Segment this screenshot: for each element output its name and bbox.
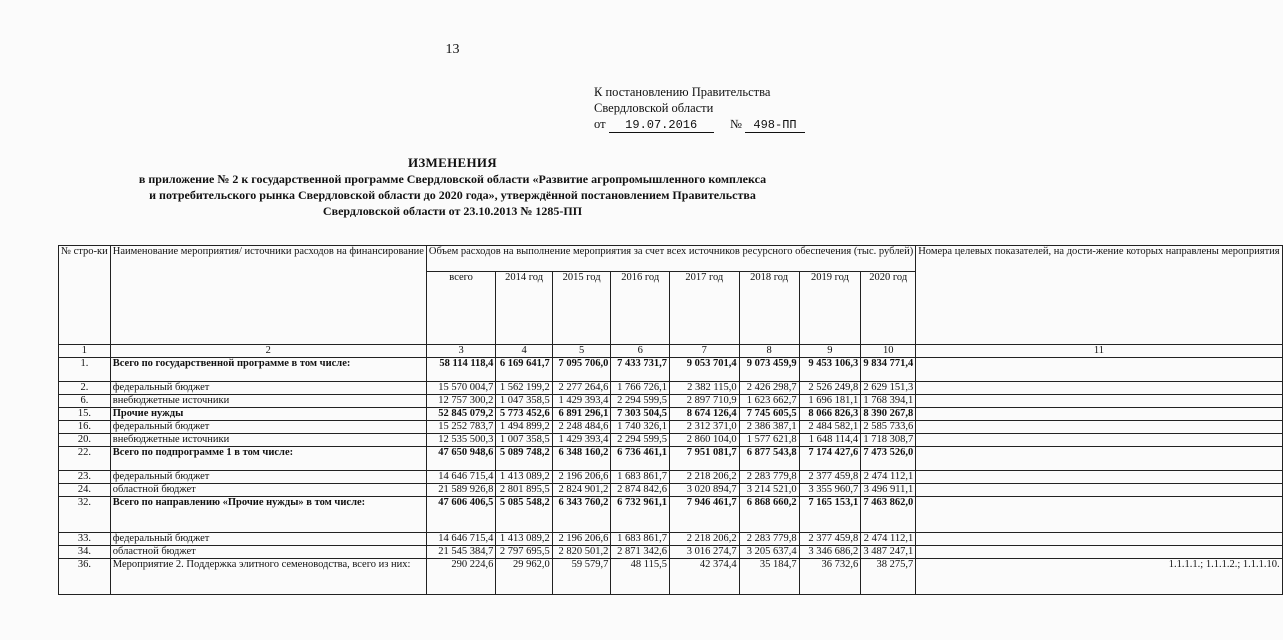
row-value: 14 646 715,4 [426,471,496,484]
row-name: Прочие нужды [110,408,426,421]
header-year: 2019 год [799,272,861,345]
column-number-row [59,345,1283,358]
row-value: 42 374,4 [670,559,740,595]
title-line-2: и потребительского рынка Свердловской области до 2020 года», утверждённой постановлением Правительства [149,188,756,202]
row-value: 2 426 298,7 [739,382,799,395]
row-target [916,546,1282,559]
row-target [916,484,1282,497]
column-number: 3 [426,345,496,358]
table-row [59,358,1283,382]
row-value: 7 745 605,5 [739,408,799,421]
row-value: 2 897 710,9 [670,395,740,408]
row-number: 34. [59,546,111,559]
row-value: 5 085 548,2 [496,497,552,533]
row-value: 5 773 452,6 [496,408,552,421]
row-target [916,447,1282,471]
row-name: федеральный бюджет [110,421,426,434]
row-value: 1 766 726,1 [611,382,670,395]
row-number: 6. [59,395,111,408]
row-value: 5 089 748,2 [496,447,552,471]
row-name: областной бюджет [110,546,426,559]
row-target: 1.1.1.1.; 1.1.1.2.; 1.1.1.10. [916,559,1282,595]
approval-number: 498-ПП [745,119,805,133]
row-value: 1 683 861,7 [611,471,670,484]
row-value: 6 169 641,7 [496,358,552,382]
row-value: 1 683 861,7 [611,533,670,546]
row-value: 7 951 081,7 [670,447,740,471]
document-title [0,155,905,219]
column-number: 6 [611,345,670,358]
row-value: 12 535 500,3 [426,434,496,447]
row-value: 9 073 459,9 [739,358,799,382]
header-name: Наименование мероприятия/ источники расходов на финансирование [110,246,426,345]
row-target [916,533,1282,546]
approval-line-2: Свердловской области [594,101,714,115]
row-value: 2 294 599,5 [611,395,670,408]
table-row [59,484,1283,497]
row-value: 8 674 126,4 [670,408,740,421]
row-number: 22. [59,447,111,471]
row-value: 9 053 701,4 [670,358,740,382]
row-name: федеральный бюджет [110,471,426,484]
row-number: 20. [59,434,111,447]
row-value: 2 474 112,1 [861,471,916,484]
table-body [59,246,1283,595]
row-name: внебюджетные источники [110,434,426,447]
header-year: 2017 год [670,272,740,345]
row-name: областной бюджет [110,484,426,497]
row-value: 48 115,5 [611,559,670,595]
row-number: 1. [59,358,111,382]
from-label: от [594,117,606,131]
header-row-number: № стро-ки [59,246,111,345]
row-number: 23. [59,471,111,484]
row-value: 1 648 114,4 [799,434,861,447]
row-value: 3 016 274,7 [670,546,740,559]
row-value: 1 718 308,7 [861,434,916,447]
row-name: Мероприятие 2. Поддержка элитного семеноводства, всего из них: [110,559,426,595]
row-value: 9 453 106,3 [799,358,861,382]
row-value: 7 463 862,0 [861,497,916,533]
header-year: 2014 год [496,272,552,345]
row-value: 2 797 695,5 [496,546,552,559]
row-number: 33. [59,533,111,546]
row-value: 7 473 526,0 [861,447,916,471]
row-name: Всего по подпрограмме 1 в том числе: [110,447,426,471]
header-targets: Номера целевых показателей, на дости-жение которых направлены мероприятия [916,246,1282,345]
row-value: 15 252 783,7 [426,421,496,434]
row-value: 8 066 826,3 [799,408,861,421]
title-heading: ИЗМЕНЕНИЯ [407,155,497,170]
table-row [59,471,1283,484]
row-value: 35 184,7 [739,559,799,595]
row-value: 15 570 004,7 [426,382,496,395]
row-value: 2 283 779,8 [739,471,799,484]
row-target [916,421,1282,434]
row-number: 32. [59,497,111,533]
row-value: 1 429 393,4 [552,395,611,408]
row-value: 1 413 089,2 [496,533,552,546]
row-value: 3 020 894,7 [670,484,740,497]
row-value: 290 224,6 [426,559,496,595]
row-value: 7 433 731,7 [611,358,670,382]
row-value: 2 377 459,8 [799,471,861,484]
row-value: 2 283 779,8 [739,533,799,546]
column-number: 5 [552,345,611,358]
row-value: 2 871 342,6 [611,546,670,559]
row-value: 2 382 115,0 [670,382,740,395]
row-value: 47 650 948,6 [426,447,496,471]
row-value: 7 946 461,7 [670,497,740,533]
row-number: 24. [59,484,111,497]
row-value: 2 218 206,2 [670,533,740,546]
row-value: 3 214 521,0 [739,484,799,497]
row-value: 2 484 582,1 [799,421,861,434]
table-row [59,421,1283,434]
column-number: 8 [739,345,799,358]
row-name: федеральный бюджет [110,533,426,546]
row-value: 6 877 543,8 [739,447,799,471]
row-value: 3 487 247,1 [861,546,916,559]
row-value: 2 386 387,1 [739,421,799,434]
row-value: 7 174 427,6 [799,447,861,471]
row-value: 3 205 637,4 [739,546,799,559]
row-value: 9 834 771,4 [861,358,916,382]
row-number: 15. [59,408,111,421]
row-value: 6 343 760,2 [552,497,611,533]
header-year: 2018 год [739,272,799,345]
header-year: 2016 год [611,272,670,345]
row-value: 1 007 358,5 [496,434,552,447]
table-row [59,447,1283,471]
row-name: внебюджетные источники [110,395,426,408]
table-row [59,533,1283,546]
table-row [59,497,1283,533]
row-value: 3 496 911,1 [861,484,916,497]
row-name: Всего по направлению «Прочие нужды» в том числе: [110,497,426,533]
row-value: 7 095 706,0 [552,358,611,382]
row-value: 2 474 112,1 [861,533,916,546]
row-value: 6 348 160,2 [552,447,611,471]
row-value: 36 732,6 [799,559,861,595]
column-number: 7 [670,345,740,358]
row-value: 2 874 842,6 [611,484,670,497]
header-year: 2015 год [552,272,611,345]
header-year: всего [426,272,496,345]
row-number: 36. [59,559,111,595]
row-target [916,434,1282,447]
row-target [916,358,1282,382]
row-value: 2 629 151,3 [861,382,916,395]
row-value: 21 589 926,8 [426,484,496,497]
row-name: Всего по государственной программе в том числе: [110,358,426,382]
table-row [59,559,1283,595]
row-value: 8 390 267,8 [861,408,916,421]
row-value: 2 294 599,5 [611,434,670,447]
row-value: 1 047 358,5 [496,395,552,408]
column-number: 9 [799,345,861,358]
row-value: 14 646 715,4 [426,533,496,546]
row-value: 1 623 662,7 [739,395,799,408]
row-target [916,395,1282,408]
title-line-3: Свердловской области от 23.10.2013 № 1285-ПП [322,204,583,218]
row-value: 6 736 461,1 [611,447,670,471]
row-value: 1 494 899,2 [496,421,552,434]
row-value: 1 413 089,2 [496,471,552,484]
row-target [916,497,1282,533]
approval-line-3 [594,116,805,133]
row-number: 2. [59,382,111,395]
row-value: 58 114 118,4 [426,358,496,382]
row-value: 2 277 264,6 [552,382,611,395]
row-value: 12 757 300,2 [426,395,496,408]
row-value: 47 606 406,5 [426,497,496,533]
row-value: 2 377 459,8 [799,533,861,546]
row-value: 6 732 961,1 [611,497,670,533]
row-value: 29 962,0 [496,559,552,595]
row-value: 2 860 104,0 [670,434,740,447]
table-row [59,408,1283,421]
header-year: 2020 год [861,272,916,345]
expenses-table [58,245,1283,595]
row-number: 16. [59,421,111,434]
column-number: 11 [916,345,1282,358]
header-volume: Объем расходов на выполнение мероприятия за счет всех источников ресурсного обеспечения (тыс. рублей) [426,246,915,272]
row-value: 59 579,7 [552,559,611,595]
approval-date: 19.07.2016 [609,119,714,133]
row-value: 2 248 484,6 [552,421,611,434]
row-value: 6 868 660,2 [739,497,799,533]
page-number: 13 [445,42,460,57]
approval-block [594,84,805,133]
row-value: 7 303 504,5 [611,408,670,421]
row-value: 52 845 079,2 [426,408,496,421]
row-value: 38 275,7 [861,559,916,595]
row-value: 2 820 501,2 [552,546,611,559]
approval-line-1: К постановлению Правительства [594,85,771,99]
row-value: 2 218 206,2 [670,471,740,484]
row-value: 1 768 394,1 [861,395,916,408]
row-name: федеральный бюджет [110,382,426,395]
row-value: 1 577 621,8 [739,434,799,447]
table-row [59,434,1283,447]
row-value: 7 165 153,1 [799,497,861,533]
table-row [59,546,1283,559]
row-target [916,471,1282,484]
row-target [916,408,1282,421]
row-target [916,382,1282,395]
row-value: 1 740 326,1 [611,421,670,434]
row-value: 3 355 960,7 [799,484,861,497]
title-line-1: в приложение № 2 к государственной программе Свердловской области «Развитие агропромышленного комплекса [138,172,767,186]
table-row [59,382,1283,395]
row-value: 2 196 206,6 [552,471,611,484]
row-value: 2 824 901,2 [552,484,611,497]
row-value: 2 801 895,5 [496,484,552,497]
row-value: 2 526 249,8 [799,382,861,395]
row-value: 2 312 371,0 [670,421,740,434]
number-label: № [729,117,742,131]
column-number: 10 [861,345,916,358]
row-value: 2 585 733,6 [861,421,916,434]
column-number: 1 [59,345,111,358]
column-number: 2 [110,345,426,358]
row-value: 6 891 296,1 [552,408,611,421]
row-value: 2 196 206,6 [552,533,611,546]
row-value: 1 429 393,4 [552,434,611,447]
table-row [59,395,1283,408]
row-value: 1 562 199,2 [496,382,552,395]
row-value: 1 696 181,1 [799,395,861,408]
row-value: 21 545 384,7 [426,546,496,559]
column-number: 4 [496,345,552,358]
row-value: 3 346 686,2 [799,546,861,559]
